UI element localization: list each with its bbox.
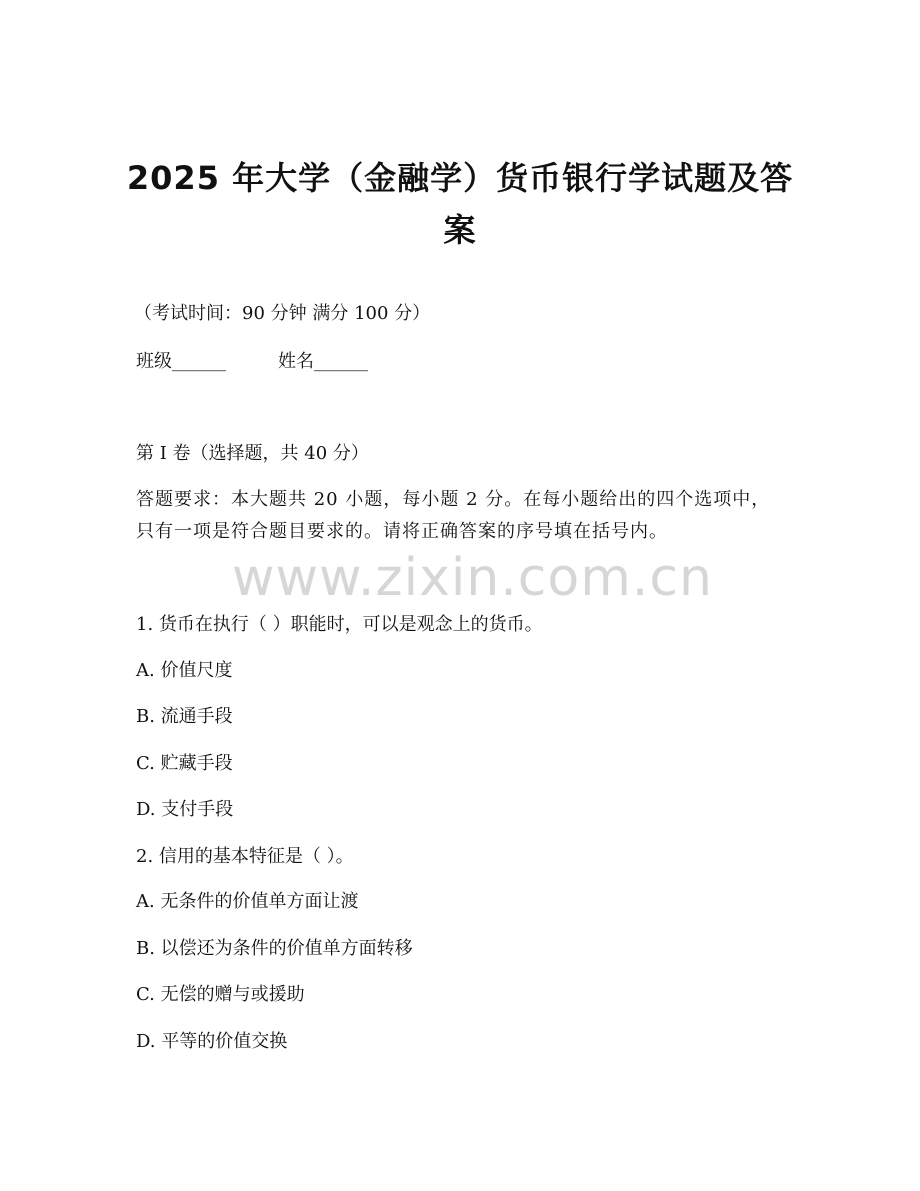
question-2-option-c: C. 无偿的赠与或援助 <box>136 984 305 1005</box>
question-1-option-b: B. 流通手段 <box>136 706 233 727</box>
question-1-stem: 1. 货币在执行（ ）职能时，可以是观念上的货币。 <box>136 614 543 635</box>
question-2-option-d: D. 平等的价值交换 <box>136 1031 288 1052</box>
document-title: 2025 年大学（金融学）货币银行学试题及答案 <box>126 159 794 249</box>
question-2-stem: 2. 信用的基本特征是（ ）。 <box>136 846 354 867</box>
question-1-option-c: C. 贮藏手段 <box>136 753 233 774</box>
exam-info: （考试时间：90 分钟 满分 100 分） <box>134 303 431 324</box>
question-2-option-a: A. 无条件的价值单方面让渡 <box>136 891 359 912</box>
question-1-option-a: A. 价值尺度 <box>136 660 233 681</box>
student-info <box>136 349 368 375</box>
question-2-option-b: B. 以偿还为条件的价值单方面转移 <box>136 938 413 959</box>
instructions-text: 答题要求：本大题共 20 小题，每小题 2 分。在每小题给出的四个选项中，只有一项是符合题目要求的。请将正确答案的序号填在括号内。 <box>136 489 771 542</box>
question-1-option-d: D. 支付手段 <box>136 799 234 820</box>
name-field-label: 姓名______ <box>278 351 368 372</box>
watermark: www.zixin.com.cn <box>232 548 713 608</box>
section-title: 第 I 卷（选择题，共 40 分） <box>136 443 369 464</box>
class-field-label: 班级______ <box>136 351 226 372</box>
